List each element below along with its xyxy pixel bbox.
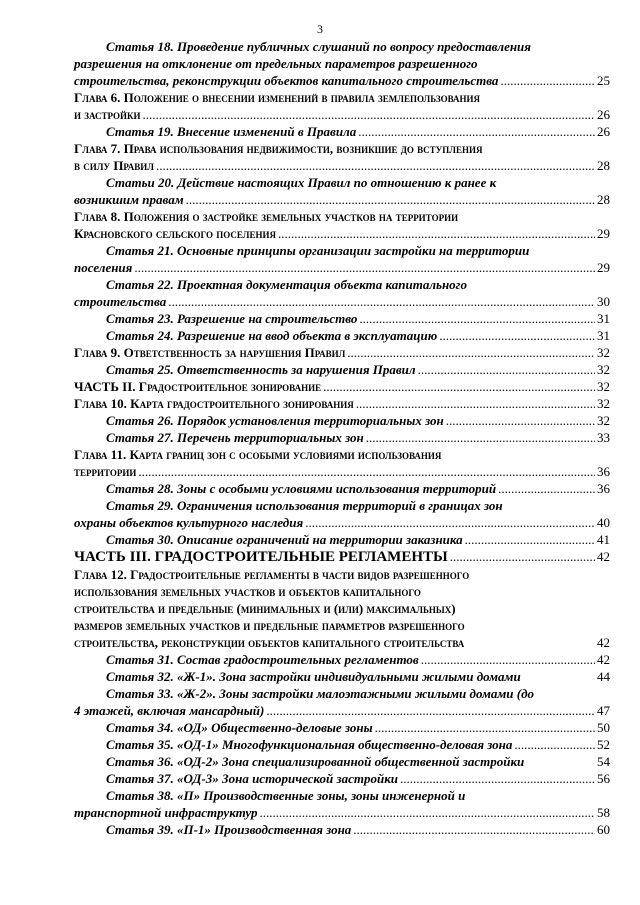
toc-entry[interactable] [74, 651, 610, 668]
toc-page-number: 42 [597, 549, 610, 564]
toc-entry[interactable] [74, 361, 610, 378]
dot-leader [134, 259, 595, 276]
dot-leader [260, 804, 595, 821]
dot-leader [465, 531, 595, 548]
dot-leader [439, 327, 595, 344]
dot-leader [446, 412, 595, 429]
toc-entry-text: Глава 6. Положение о внесении изменений в правила землепользования [74, 90, 481, 105]
toc-page-number: 41 [597, 532, 610, 547]
dot-leader [156, 157, 595, 174]
dot-leader [356, 395, 595, 412]
dot-leader [514, 736, 595, 753]
dot-leader [305, 514, 595, 531]
toc-page-number: 25 [597, 73, 610, 88]
toc-entry-text: Статья 21. Основные принципы организации застройки на территории [106, 243, 530, 258]
toc-entry[interactable] [74, 123, 610, 140]
toc-entry[interactable] [74, 242, 610, 276]
toc-page-number: 44 [597, 669, 610, 684]
dot-leader [366, 429, 595, 446]
toc-page-number: 33 [597, 430, 610, 445]
toc-entry-text: Статья 29. Ограничения использования территорий в границах зон [106, 498, 503, 513]
toc-entry-text: Красновского сельского поселения [74, 226, 276, 241]
toc-entry[interactable] [74, 821, 610, 838]
dot-leader [498, 480, 595, 497]
toc-page-number: 26 [597, 124, 610, 139]
toc-entry[interactable] [74, 787, 610, 821]
toc-entry-text: Статья 38. «П» Производственные зоны, зоны инженерной и [106, 788, 466, 803]
toc-entry-text: строительства, реконструкции объектов капитального строительства [74, 73, 499, 88]
toc-page-number: 32 [597, 379, 610, 394]
toc-entry[interactable] [74, 327, 610, 344]
toc-entry-text: Глава 8. Положения о застройке земельных участков на территории [74, 209, 459, 224]
toc-entry[interactable] [74, 38, 610, 89]
toc-entry-text: Статья 28. Зоны с особыми условиями использования территорий [106, 481, 497, 496]
toc-entry-text: Глава 12. Градостроительные регламенты в части видов разрешенного [74, 567, 470, 582]
toc-entry[interactable] [74, 378, 610, 395]
toc-entry-text: территории [74, 464, 137, 479]
toc-entry[interactable] [74, 753, 610, 770]
toc-entry-text: Статья 35. «ОД-1» Многофункциональная общественно-деловая зона [106, 737, 513, 752]
toc-page-number: 29 [597, 260, 610, 275]
toc-entry-text: Статья 25. Ответственность за нарушения Правил [106, 362, 416, 377]
toc-entry[interactable] [74, 140, 610, 174]
toc-entry[interactable] [74, 89, 610, 123]
toc-entry-text: 4 этажей, включая мансардный) [74, 703, 265, 718]
toc-entry[interactable] [74, 412, 610, 429]
toc-entry[interactable] [74, 566, 610, 651]
table-of-contents [74, 38, 610, 838]
toc-entry-text: строительства [74, 294, 167, 309]
dot-leader [359, 310, 595, 327]
toc-entry[interactable] [74, 668, 610, 685]
toc-entry[interactable] [74, 344, 610, 361]
toc-entry-text: Глава 7. Права использования недвижимости, возникшие до вступления [74, 141, 483, 156]
dot-leader [138, 463, 595, 480]
dot-leader [168, 293, 595, 310]
dot-leader [358, 123, 595, 140]
toc-entry-text: использования земельных участков и объектов капитального [74, 584, 421, 599]
toc-page-number: 28 [597, 192, 610, 207]
toc-entry-text: Статья 30. Описание ограничений на территории заказника [106, 532, 463, 547]
dot-leader [421, 651, 595, 668]
dot-leader [323, 378, 595, 395]
toc-entry-text: Статья 31. Состав градостроительных регламентов [106, 652, 419, 667]
toc-entry-text: Статья 22. Проектная документация объекта капитального [106, 277, 467, 292]
toc-entry-text: Глава 10. Карта градостроительного зонирования [74, 396, 354, 411]
toc-entry[interactable] [74, 174, 610, 208]
dot-leader [266, 702, 595, 719]
toc-entry[interactable] [74, 548, 610, 566]
toc-entry-text: охраны объектов культурного наследия [74, 515, 304, 530]
toc-entry-text: строительства и предельные (минимальных и (или) максимальных) [74, 601, 456, 616]
toc-entry-text: поселения [74, 260, 133, 275]
toc-entry-text: Статья 18. Проведение публичных слушаний по вопросу предоставления [106, 39, 531, 54]
toc-entry[interactable] [74, 395, 610, 412]
toc-entry-text: Статья 32. «Ж-1». Зона застройки индивидуальными жилыми домами [106, 669, 521, 684]
toc-entry[interactable] [74, 208, 610, 242]
dot-leader [450, 548, 595, 565]
toc-page-number: 42 [597, 652, 610, 667]
toc-entry-text: Статья 23. Разрешение на строительство [106, 311, 358, 326]
toc-page-number: 32 [597, 396, 610, 411]
dot-leader [400, 770, 595, 787]
toc-entry-text: Статья 34. «ОД» Общественно-деловые зоны [106, 720, 373, 735]
toc-entry-text: и застройки [74, 107, 141, 122]
toc-entry-text: Статья 36. «ОД-2» Зона специализированной общественной застройки [106, 754, 525, 769]
toc-entry-text: Глава 9. Ответственность за нарушения Правил [74, 345, 346, 360]
toc-entry-text: в силу Правил [74, 158, 154, 173]
toc-entry[interactable] [74, 480, 610, 497]
toc-page-number: 56 [597, 771, 610, 786]
toc-entry-text: ЧАСТЬ II. Градостроительное зонирование [74, 379, 322, 394]
toc-entry-text: Статья 24. Разрешение на ввод объекта в эксплуатацию [106, 328, 438, 343]
toc-page-number: 50 [597, 720, 610, 735]
toc-entry[interactable] [74, 531, 610, 548]
toc-page-number: 29 [597, 226, 610, 241]
toc-page-number: 36 [597, 481, 610, 496]
toc-entry-text: разрешения на отклонение от предельных параметров разрешенного [74, 56, 478, 71]
toc-page-number: 31 [597, 328, 610, 343]
toc-entry[interactable] [74, 497, 610, 531]
toc-page-number: 32 [597, 362, 610, 377]
dot-leader [500, 72, 595, 89]
toc-page-number: 31 [597, 311, 610, 326]
dot-leader [375, 719, 595, 736]
toc-page-number: 54 [597, 754, 610, 769]
toc-entry-text: ЧАСТЬ III. ГРАДОСТРОИТЕЛЬНЫЕ РЕГЛАМЕНТЫ [74, 549, 448, 565]
toc-entry-text: строительства, реконструкции объектов капитального строительства [74, 635, 465, 650]
dot-leader [186, 191, 595, 208]
toc-entry-text: транспортной инфраструктур [74, 805, 258, 820]
toc-entry-text: Статья 33. «Ж-2». Зоны застройки малоэтажными жилыми домами (до [106, 686, 535, 701]
toc-entry-text: Статьи 20. Действие настоящих Правил по отношению к ранее к [106, 175, 497, 190]
toc-entry-text: Статья 19. Внесение изменений в Правила [106, 124, 357, 139]
toc-entry-text: возникшим правам [74, 192, 184, 207]
dot-leader [347, 344, 595, 361]
toc-page-number: 26 [597, 107, 610, 122]
toc-page-number: 52 [597, 737, 610, 752]
toc-entry[interactable] [74, 446, 610, 480]
toc-entry[interactable] [74, 770, 610, 787]
toc-entry-text: Статья 39. «П-1» Производственная зона [106, 822, 352, 837]
toc-entry[interactable] [74, 685, 610, 719]
dot-leader [143, 106, 595, 123]
toc-page-number: 60 [597, 822, 610, 837]
toc-page-number: 32 [597, 345, 610, 360]
toc-entry[interactable] [74, 276, 610, 310]
page-number: 3 [317, 22, 323, 36]
toc-entry-text: Статья 26. Порядок установления территориальных зон [106, 413, 444, 428]
toc-entry-text: Статья 37. «ОД-3» Зона исторической застройки [106, 771, 399, 786]
dot-leader [353, 821, 595, 838]
toc-entry[interactable] [74, 736, 610, 753]
toc-page-number: 36 [597, 464, 610, 479]
toc-page-number: 58 [597, 805, 610, 820]
dot-leader [278, 225, 595, 242]
toc-entry-text: Статья 27. Перечень территориальных зон [106, 430, 364, 445]
toc-entry[interactable] [74, 719, 610, 736]
dot-leader [418, 361, 595, 378]
toc-page-number: 42 [597, 635, 610, 650]
toc-entry[interactable] [74, 310, 610, 327]
toc-entry-text: Глава 11. Карта границ зон с особыми условиями использования [74, 447, 442, 462]
toc-page-number: 30 [597, 294, 610, 309]
toc-entry-text: размеров земельных участков и предельные параметров разрешенного [74, 618, 465, 633]
toc-page-number: 40 [597, 515, 610, 530]
toc-page-number: 32 [597, 413, 610, 428]
toc-page-number: 28 [597, 158, 610, 173]
toc-entry[interactable] [74, 429, 610, 446]
toc-page-number: 47 [597, 703, 610, 718]
